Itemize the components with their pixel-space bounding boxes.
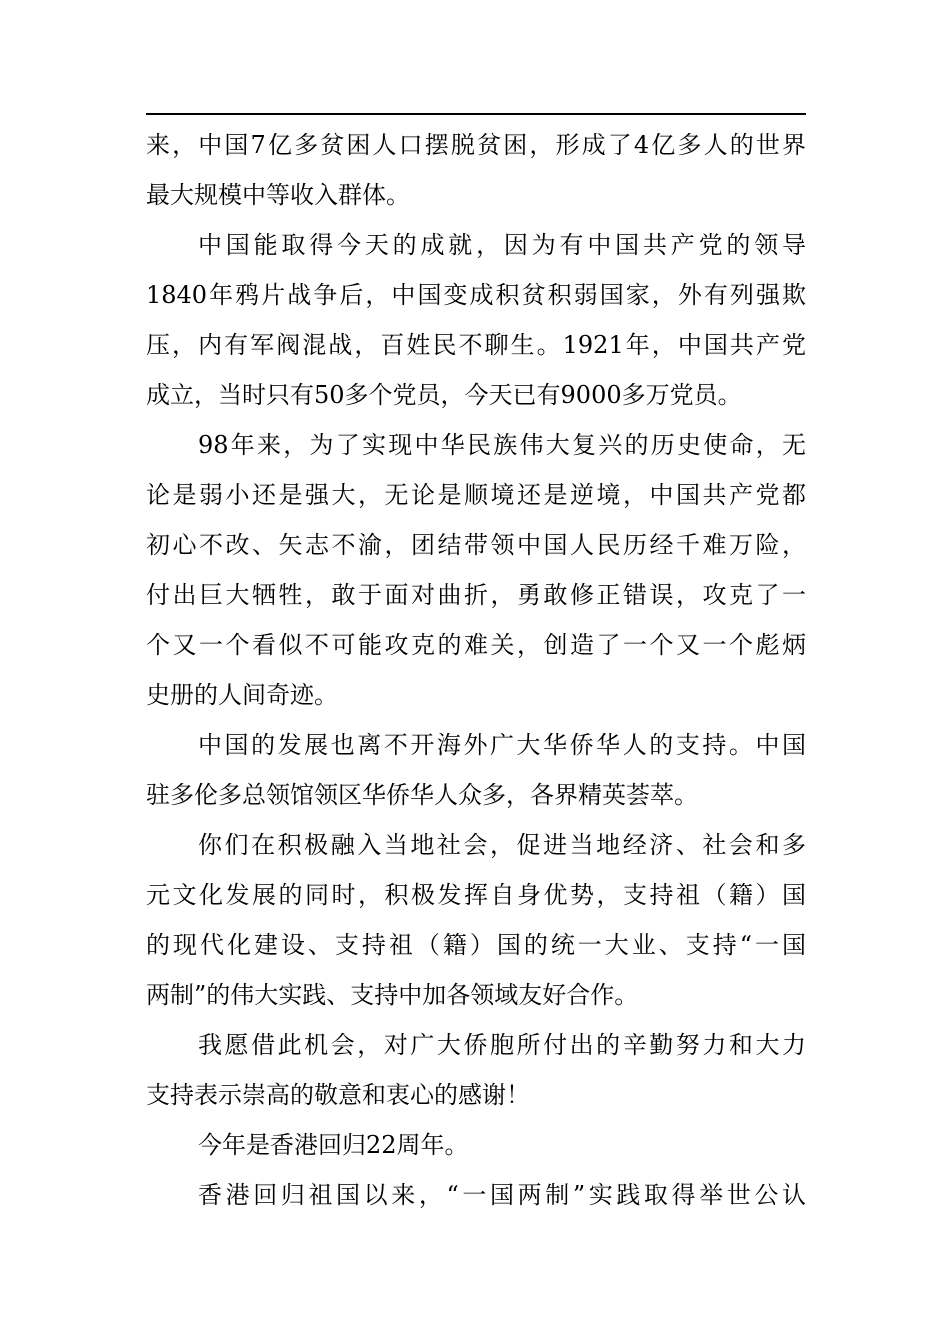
text-line-content: 你们在积极融入当地社会，促进当地经济、社会和多	[198, 831, 806, 859]
text-line-content: 支持表示崇高的敬意和衷心的感谢！	[146, 1081, 530, 1109]
text-line-content: 1840年鸦片战争后，中国变成积贫积弱国家，外有列强欺	[146, 281, 806, 309]
text-line-content: 最大规模中等收入群体。	[146, 181, 410, 209]
text-line	[146, 620, 806, 670]
text-line-content: 压，内有军阀混战，百姓民不聊生。1921年，中国共产党	[146, 331, 806, 359]
text-line	[146, 320, 806, 370]
text-line-content: 来，中国7亿多贫困人口摆脱贫困，形成了4亿多人的世界	[146, 131, 806, 159]
text-line	[146, 470, 806, 520]
text-line	[146, 1120, 806, 1170]
text-line	[146, 970, 806, 1020]
text-line-content: 中国能取得今天的成就，因为有中国共产党的领导	[198, 231, 806, 259]
text-line	[146, 670, 806, 720]
text-line	[146, 1020, 806, 1070]
text-line-content: 论是弱小还是强大，无论是顺境还是逆境，中国共产党都	[146, 481, 806, 509]
text-line-content: 香港回归祖国以来，“一国两制”实践取得举世公认	[198, 1181, 806, 1209]
text-line	[146, 570, 806, 620]
text-line	[146, 1070, 806, 1120]
text-line-content: 中国的发展也离不开海外广大华侨华人的支持。中国	[198, 731, 806, 759]
text-line	[146, 120, 806, 170]
text-line	[146, 770, 806, 820]
text-line	[146, 1170, 806, 1220]
text-line	[146, 870, 806, 920]
text-line-content: 的现代化建设、支持祖（籍）国的统一大业、支持“一国	[146, 931, 806, 959]
text-line	[146, 370, 806, 420]
text-line	[146, 920, 806, 970]
text-line-content: 98年来，为了实现中华民族伟大复兴的历史使命，无	[198, 431, 806, 459]
header-rule	[146, 113, 806, 115]
body-text	[146, 120, 806, 1220]
text-line	[146, 170, 806, 220]
text-line-content: 今年是香港回归22周年。	[198, 1131, 469, 1159]
text-line	[146, 420, 806, 470]
text-line-content: 史册的人间奇迹。	[146, 681, 338, 709]
text-line	[146, 220, 806, 270]
text-line	[146, 820, 806, 870]
text-line	[146, 720, 806, 770]
text-line-content: 成立，当时只有50多个党员，今天已有9000多万党员。	[146, 381, 742, 409]
text-line	[146, 520, 806, 570]
text-line-content: 驻多伦多总领馆领区华侨华人众多，各界精英荟萃。	[146, 781, 698, 809]
text-line-content: 付出巨大牺牲，敢于面对曲折，勇敢修正错误，攻克了一	[146, 581, 806, 609]
text-line-content: 两制”的伟大实践、支持中加各领域友好合作。	[146, 981, 639, 1009]
text-line-content: 个又一个看似不可能攻克的难关，创造了一个又一个彪炳	[146, 631, 806, 659]
text-line-content: 元文化发展的同时，积极发挥自身优势，支持祖（籍）国	[146, 881, 806, 909]
text-line-content: 我愿借此机会，对广大侨胞所付出的辛勤努力和大力	[198, 1031, 806, 1059]
text-line-content: 初心不改、矢志不渝，团结带领中国人民历经千难万险，	[146, 531, 806, 559]
text-line	[146, 270, 806, 320]
